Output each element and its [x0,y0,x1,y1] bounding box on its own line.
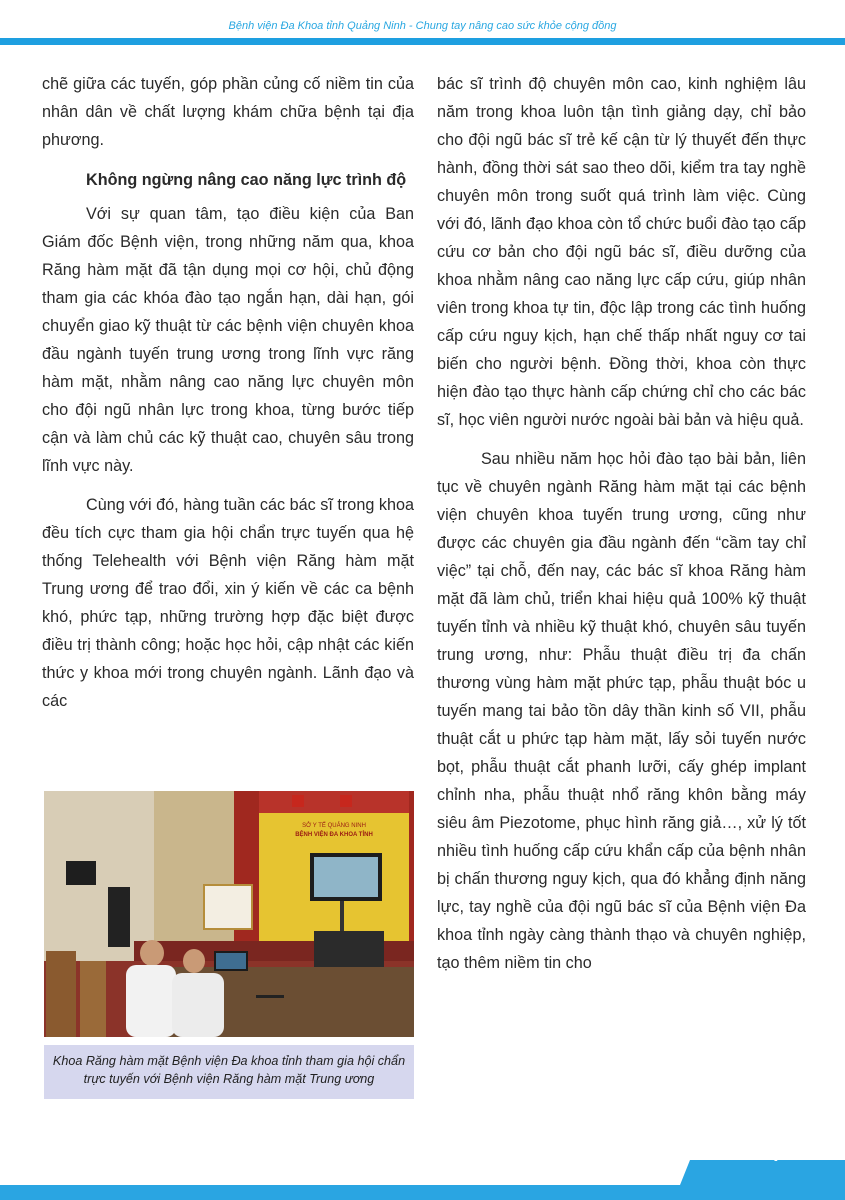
meeting-photo [44,791,414,1037]
left-column [42,70,414,715]
page-number: 7 [771,1145,783,1166]
left-paragraph-2: Với sự quan tâm, tạo điều kiện của Ban Giám đốc Bệnh viện, trong những năm qua, khoa Răng hàm mặt đã tận dụng mọi cơ hội, chủ động tham gia các khóa đào tạo ngắn hạn, dài hạn, gói chuyển giao kỹ thuật từ các bệnh viện chuyên khoa đầu ngành tuyến trung ương trong lĩnh vực răng hàm mặt, nhằm nâng cao năng lực chuyên môn cho đội ngũ nhân lực trong khoa, từng bước tiếp cận và làm chủ các kỹ thuật cao, chuyên sâu trong lĩnh vực này. [42,205,414,475]
footer-website: Website: www.benhviendktinhquangninh.vn [306,1162,539,1176]
right-paragraph-2: Sau nhiều năm học hỏi đào tạo bài bản, liên tục về chuyên ngành Răng hàm mặt tại các bệnh viện chuyên khoa tuyến trung ương, cũng như được các chuyên gia đầu ngành đến “cầm tay chỉ việc” tại chỗ, đến nay, các bác sĩ khoa Răng hàm mặt đã làm chủ, triển khai hiệu quả 100% kỹ thuật tuyến tỉnh và nhiều kỹ thuật khó, chuyên sâu tuyến trung ương, như: Phẫu thuật điều trị đa chấn thương vùng hàm mặt phức tạp, phẫu thuật bóc u tuyến mang tai bảo tồn dây thần kinh số VII, phẫu thuật cắt u phức tạp hàm mặt, lấy sỏi tuyến nước bọt, phẫu thuật cắt phanh lưỡi, cấy ghép implant chỉnh nha, phẫu thuật nhổ răng khôn bằng máy siêu âm Piezotome, phục hình răng giả…, xử lý tốt nhiều tình huống cấp cứu khẩn cấp của bệnh nhân bị chấn thương nguy kịch, qua đó khẳng định năng lực, tay nghề của đội ngũ bác sĩ của Bệnh viện Đa khoa tỉnh ngày càng thành thạo và chuyên nghiệp, tạo thêm niềm tin cho [437,450,806,972]
banner-line-1: SỞ Y TẾ QUẢNG NINH [302,823,366,829]
photo-caption-box [44,1045,414,1099]
left-paragraph-3: Cùng với đó, hàng tuần các bác sĩ trong khoa đều tích cực tham gia hội chẩn trực tuyến qua hệ thống Telehealth với Bệnh viện Răng hàm mặt Trung ương để trao đổi, xin ý kiến về các ca bệnh khó, phức tạp, những trường hợp đặc biệt được điều trị thành công; hoặc học hỏi, cập nhật các kiến thức y khoa mới trong chuyên ngành. Lãnh đạo và các [42,496,414,710]
meeting-photo-illustration [44,791,414,1037]
photo-caption: Khoa Răng hàm mặt Bệnh viện Đa khoa tỉnh tham gia hội chẩn trực tuyến với Bệnh viện Răng hàm mặt Trung ương [52,1054,406,1086]
left-paragraph-1: chẽ giữa các tuyến, góp phần củng cố niềm tin của nhân dân về chất lượng khám chữa bệnh tại địa phương. [42,75,414,149]
banner-line-2: BỆNH VIỆN ĐA KHOA TỈNH [295,832,373,838]
header-divider [0,38,845,45]
page-header [0,0,845,38]
right-paragraph-1: bác sĩ trình độ chuyên môn cao, kinh nghiệm lâu năm trong khoa luôn tận tình giảng dạy, chỉ bảo cho đội ngũ bác sĩ trẻ kế cận từ lý thuyết đến thực hành, đồng thời sát sao theo dõi, kiểm tra tay nghề chuyên môn trong suốt quá trình làm việc. Cùng với đó, lãnh đạo khoa còn tổ chức buổi đào tạo cấp cứu cơ bản cho đội ngũ bác sĩ, điều dưỡng của khoa nhằm nâng cao năng lực cấp cứu, giúp nhân viên trong khoa tự tin, độc lập trong các tình huống cấp cứu nguy kịch, hạn chế thấp nhất nguy cơ tai biến cho người bệnh. Đồng thời, khoa còn thực hiện đào tạo thực hành cấp chứng chỉ cho các bác sĩ, học viên người nước ngoài bài bản và hiệu quả. [437,75,806,429]
section-subheading: Không ngừng nâng cao năng lực trình độ [86,171,407,189]
header-title: Bệnh viện Đa Khoa tỉnh Quảng Ninh - Chung tay nâng cao sức khỏe cộng đồng [228,20,617,32]
right-column [437,70,806,977]
